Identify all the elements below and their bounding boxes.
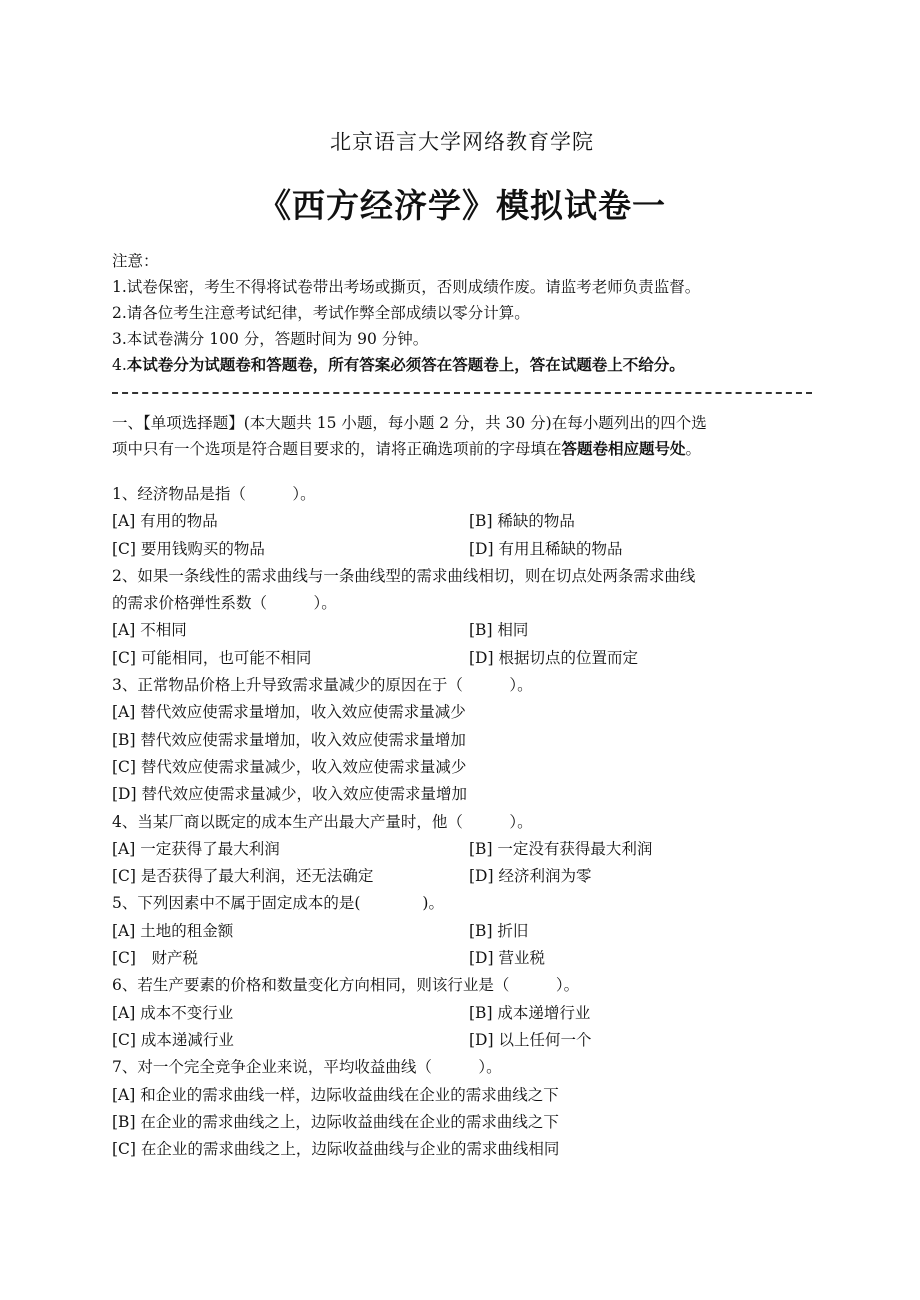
option-row xyxy=(112,863,817,890)
answer-option: [B] 一定没有获得最大利润 xyxy=(469,839,653,858)
question-list xyxy=(112,481,817,1163)
option-row xyxy=(112,945,817,972)
dashed-divider xyxy=(112,392,812,402)
section-instruction-emphasis: 答题卷相应题号处 xyxy=(561,439,686,458)
answer-option: [B] 稀缺的物品 xyxy=(469,512,575,531)
answer-option: [A] 成本不变行业 xyxy=(112,1003,234,1022)
answer-option: [C] 替代效应使需求量减少，收入效应使需求量减少 xyxy=(112,757,467,776)
answer-option: [B] 相同 xyxy=(469,621,529,640)
answer-option: [D] 有用且稀缺的物品 xyxy=(469,539,623,558)
school-name: 北京语言大学网络教育学院 xyxy=(330,130,594,154)
option-row xyxy=(112,645,817,672)
notes-label: 注意： xyxy=(112,252,159,270)
question-stem: 7、对一个完全竞争企业来说，平均收益曲线（ ）。 xyxy=(112,1058,502,1077)
answer-option: [A] 和企业的需求曲线一样，边际收益曲线在企业的需求曲线之下 xyxy=(112,1085,559,1104)
answer-option: [C] 可能相同，也可能不相同 xyxy=(112,648,312,667)
section-instructions xyxy=(112,410,812,462)
note-item-4-bold-text: 本试卷分为试题卷和答题卷，所有答案必须答在答题卷上，答在试题卷上不给分。 xyxy=(126,355,685,374)
answer-option: [A] 土地的租金额 xyxy=(112,921,234,940)
option-row xyxy=(112,617,817,644)
question-stem: 5、下列因素中不属于固定成本的是( )。 xyxy=(112,894,444,913)
question-stem: 3、正常物品价格上升导致需求量减少的原因在于（ ）。 xyxy=(112,676,533,695)
note-item: 2.请各位考生注意考试纪律，考试作弊全部成绩以零分计算。 xyxy=(112,304,530,322)
question-stem: 1、经济物品是指（ ）。 xyxy=(112,485,316,503)
answer-option: [C] 成本递减行业 xyxy=(112,1030,234,1049)
answer-option: [A] 替代效应使需求量增加，收入效应使需求量减少 xyxy=(112,703,466,722)
question-stem: 6、若生产要素的价格和数量变化方向相同，则该行业是（ ）。 xyxy=(112,976,580,995)
question-stem: 的需求价格弹性系数（ ）。 xyxy=(112,594,337,613)
question-stem: 4、当某厂商以既定的成本生产出最大产量时，他（ ）。 xyxy=(112,812,533,831)
answer-option: [C] 要用钱购买的物品 xyxy=(112,539,265,558)
notes-block xyxy=(112,248,817,378)
answer-option: [D] 营业税 xyxy=(469,949,545,968)
option-row xyxy=(112,1000,817,1027)
answer-option: [D] 经济利润为零 xyxy=(469,867,592,886)
answer-option: [D] 根据切点的位置而定 xyxy=(469,648,638,667)
answer-option: [C] 是否获得了最大利润，还无法确定 xyxy=(112,867,374,886)
answer-option: [B] 折旧 xyxy=(469,921,529,940)
section-heading-line: 一、【单项选择题】(本大题共 15 小题，每小题 2 分，共 30 分)在每小题列出的四个选 xyxy=(112,414,707,432)
answer-option: [D] 以上任何一个 xyxy=(469,1030,592,1049)
answer-option: [B] 在企业的需求曲线之上，边际收益曲线在企业的需求曲线之下 xyxy=(112,1112,559,1131)
section-instruction-end: 。 xyxy=(685,440,702,458)
answer-option: [B] 替代效应使需求量增加，收入效应使需求量增加 xyxy=(112,730,466,749)
answer-option: [A] 不相同 xyxy=(112,621,187,640)
section-instruction-text: 项中只有一个选项是符合题目要求的，请将正确选项前的字母填在 xyxy=(112,440,562,458)
option-row xyxy=(112,836,817,863)
section-instruction-line xyxy=(112,436,812,462)
note-item: 3.本试卷满分 100 分，答题时间为 90 分钟。 xyxy=(112,330,429,348)
question-stem: 2、如果一条线性的需求曲线与一条曲线型的需求曲线相切，则在切点处两条需求曲线 xyxy=(112,566,696,585)
answer-option: [C] 财产税 xyxy=(112,949,198,968)
answer-option: [C] 在企业的需求曲线之上，边际收益曲线与企业的需求曲线相同 xyxy=(112,1140,560,1159)
option-row xyxy=(112,1027,817,1054)
note-item-4-number: 4. xyxy=(112,356,127,374)
note-item: 1.试卷保密，考生不得将试卷带出考场或撕页，否则成绩作废。请监考老师负责监督。 xyxy=(112,278,701,296)
note-item-4 xyxy=(112,352,817,378)
answer-option: [A] 有用的物品 xyxy=(112,512,218,531)
option-row xyxy=(112,918,817,945)
exam-title: 《西方经济学》模拟试卷一 xyxy=(258,186,666,225)
answer-option: [D] 替代效应使需求量减少，收入效应使需求量增加 xyxy=(112,785,467,804)
option-row xyxy=(112,508,817,535)
answer-option: [A] 一定获得了最大利润 xyxy=(112,839,280,858)
answer-option: [B] 成本递增行业 xyxy=(469,1003,591,1022)
option-row xyxy=(112,536,817,563)
